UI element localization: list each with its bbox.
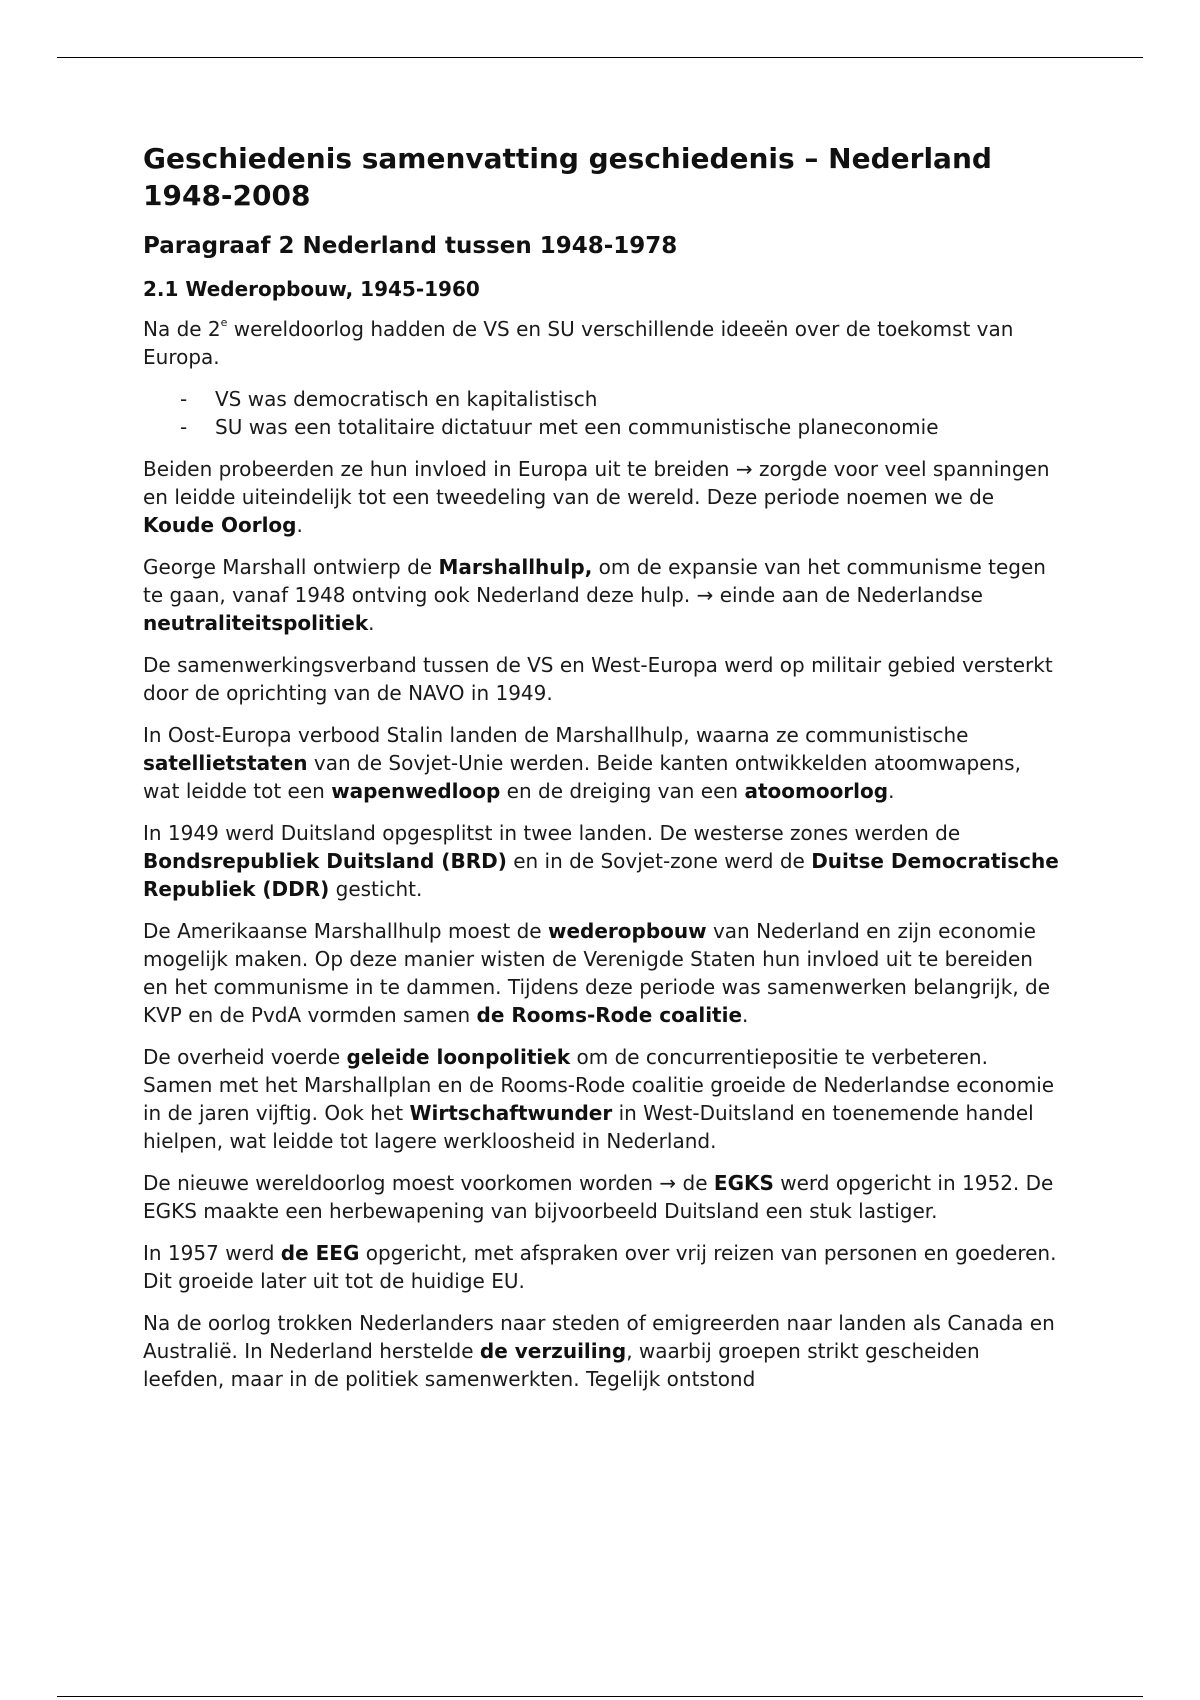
paragraph-navo: De samenwerkingsverband tussen de VS en West-Europa werd op militair gebied versterkt door de oprichting van de NAVO in 1949. [143, 653, 1053, 705]
paragraph-marshallhulp: George Marshall ontwierp de Marshallhulp, om de expansie van het communisme tegen te gaan, vanaf 1948 ontving ook Nederland deze hulp. → einde aan de Nederlandse neutraliteitspolitiek. [143, 555, 1046, 635]
paragraph-egks: De nieuwe wereldoorlog moest voorkomen worden → de EGKS werd opgericht in 1952. De EGKS maakte een herbewapening van bijvoorbeeld Duitsland een stuk lastiger. [143, 1171, 1054, 1223]
paragraph-oost-europa: In Oost-Europa verbood Stalin landen de Marshallhulp, waarna ze communistische satellietstaten van de Sovjet-Unie werden. Beide kanten ontwikkelden atoomwapens, wat leidde tot een wapenwedloop en de dreiging van een atoomoorlog. [143, 723, 1021, 803]
paragraph-duitsland: In 1949 werd Duitsland opgesplitst in twee landen. De westerse zones werden de Bondsrepubliek Duitsland (BRD) en in de Sovjet-zone werd de Duitse Democratische Republiek (DDR) gesticht. [143, 821, 1059, 901]
document-title: Geschiedenis samenvatting geschiedenis – Nederland 1948-2008 [143, 142, 992, 212]
section-heading: Paragraaf 2 Nederland tussen 1948-1978 [143, 233, 678, 259]
paragraph-koude-oorlog: Beiden probeerden ze hun invloed in Europa uit te breiden → zorgde voor veel spanningen en leidde uiteindelijk tot een tweedeling van de wereld. Deze periode noemen we de Koude Oorlog. [143, 457, 1050, 537]
list-item: - SU was een totalitaire dictatuur met een communistische planeconomie [180, 415, 939, 439]
footer-rule [57, 1696, 1143, 1697]
paragraph-loonpolitiek: De overheid voerde geleide loonpolitiek om de concurrentiepositie te verbeteren. Samen met het Marshallplan en de Rooms-Rode coalitie groeide de Nederlandse economie in de jaren vijftig. Ook het Wirtschaftwunder in West-Duitsland en toenemende handel hielpen, wat leidde tot lagere werkloosheid in Nederland. [143, 1045, 1055, 1153]
bullet-list [143, 385, 1063, 441]
paragraph-verzuiling: Na de oorlog trokken Nederlanders naar steden of emigreerden naar landen als Canada en Australië. In Nederland herstelde de verzuiling, waarbij groepen strikt gescheiden leefden, maar in de politiek samenwerkten. Tegelijk ontstond [143, 1311, 1055, 1391]
paragraph-wederopbouw: De Amerikaanse Marshallhulp moest de wederopbouw van Nederland en zijn economie mogelijk maken. Op deze manier wisten de Verenigde Staten hun invloed uit te bereiden en het communisme in te dammen. Tijdens deze periode was samenwerken belangrijk, de KVP en de PvdA vormden samen de Rooms-Rode coalitie. [143, 919, 1051, 1027]
document-body [143, 140, 1063, 1407]
list-item: - VS was democratisch en kapitalistisch [180, 387, 598, 411]
header-rule [57, 57, 1143, 58]
paragraph-intro: Na de 2e wereldoorlog hadden de VS en SU verschillende ideeën over de toekomst van Europa. [143, 316, 1014, 369]
subsection-heading: 2.1 Wederopbouw, 1945-1960 [143, 277, 480, 301]
paragraph-eeg: In 1957 werd de EEG opgericht, met afspraken over vrij reizen van personen en goederen. Dit groeide later uit tot de huidige EU. [143, 1241, 1057, 1293]
